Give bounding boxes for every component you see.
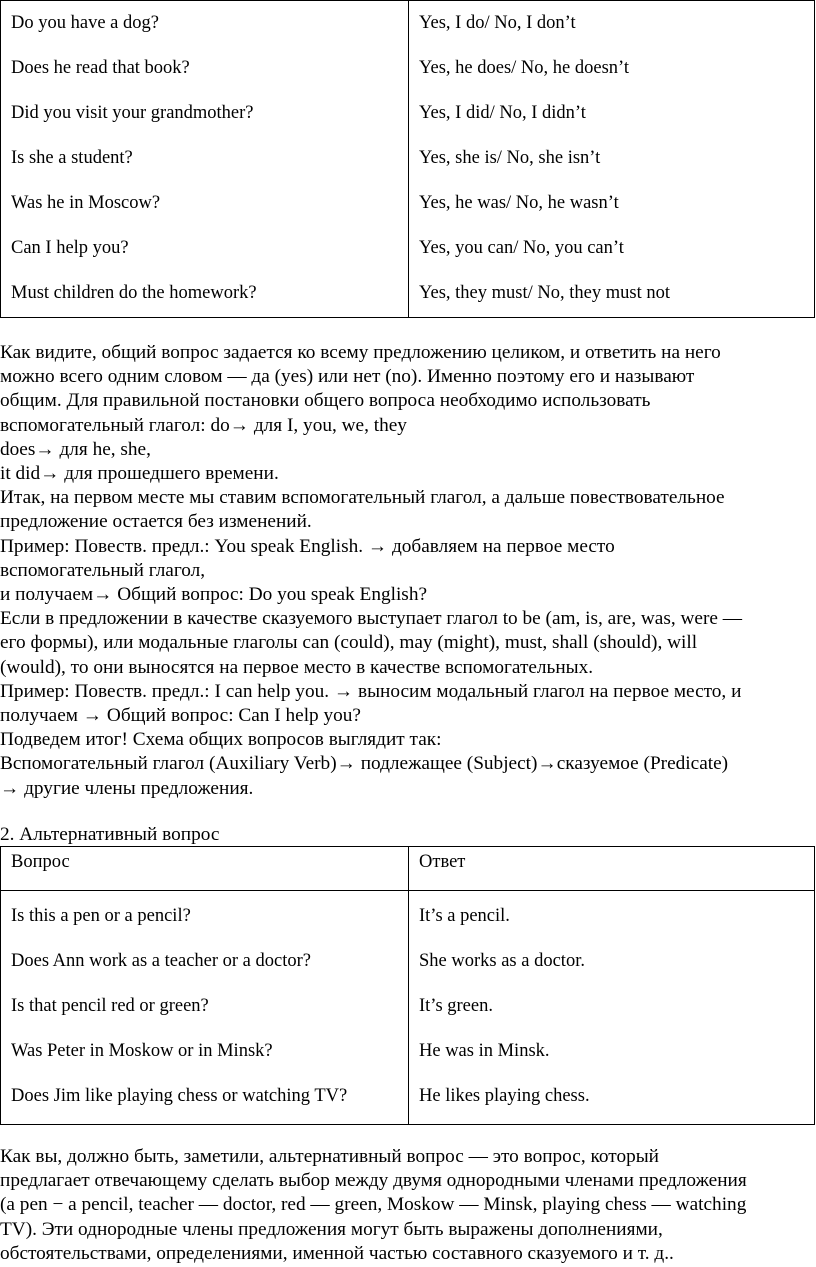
- paragraph-line: предлагает отвечающему сделать выбор между двумя однородными членами предложения: [0, 1170, 747, 1192]
- questions-cell: [1, 1, 409, 318]
- question-text: Is this a pen or a pencil?: [11, 906, 191, 926]
- general-question-explanation: [0, 341, 816, 801]
- paragraph-line: его формы), или модальные глаголы can (could), may (might), must, shall (should), will: [0, 632, 698, 654]
- question-text: Was Peter in Moskow or in Minsk?: [11, 1041, 273, 1061]
- answer-text: Yes, I do/ No, I don’t: [419, 13, 576, 33]
- answer-text: She works as a doctor.: [419, 951, 585, 971]
- question-text: Is that pencil red or green?: [11, 996, 209, 1016]
- answers-cell: [409, 1, 815, 318]
- paragraph-line: получаем → Общий вопрос: Can I help you?: [0, 705, 361, 727]
- paragraph-line: it did→ для прошедшего времени.: [0, 463, 279, 485]
- answer-text: He likes playing chess.: [419, 1086, 590, 1106]
- paragraph-line: (a pen − a pencil, teacher — doctor, red — green, Moskow — Minsk, playing chess — watching: [0, 1194, 747, 1216]
- question-text: Can I help you?: [11, 238, 129, 258]
- paragraph-line: Если в предложении в качестве сказуемого выступает глагол to be (am, is, are, was, were —: [0, 608, 743, 630]
- table-row: [1, 1, 815, 318]
- paragraph-line: → другие члены предложения.: [0, 777, 254, 799]
- question-text: Does he read that book?: [11, 58, 190, 78]
- answer-text: He was in Minsk.: [419, 1041, 550, 1061]
- question-text: Did you visit your grandmother?: [11, 103, 254, 123]
- answer-text: Yes, you can/ No, you can’t: [419, 238, 624, 258]
- paragraph-line: Пример: Повеств. предл.: You speak English. → добавляем на первое место: [0, 535, 615, 557]
- header-question: Вопрос: [1, 847, 409, 891]
- paragraph-line: (would), то они выносятся на первое место в качестве вспомогательных.: [0, 656, 594, 678]
- answer-text: Yes, they must/ No, they must not: [419, 283, 670, 303]
- table-header-row: [1, 847, 815, 891]
- paragraph-line: Как видите, общий вопрос задается ко всему предложению целиком, и ответить на него: [0, 342, 721, 363]
- paragraph-line: обстоятельствами, определениями, именной частью составного сказуемого и т. д..: [0, 1242, 674, 1264]
- paragraph-line: TV). Эти однородные члены предложения могут быть выражены дополнениями,: [0, 1218, 663, 1240]
- question-text: Does Ann work as a teacher or a doctor?: [11, 951, 311, 971]
- heading-text: 2. Альтернативный вопрос: [0, 824, 220, 845]
- paragraph-line: общим. Для правильной постановки общего вопроса необходимо использовать: [0, 390, 651, 412]
- question-text: Must children do the homework?: [11, 283, 257, 303]
- paragraph-line: Как вы, должно быть, заметили, альтернативный вопрос — это вопрос, который: [0, 1146, 659, 1167]
- answer-text: Yes, he was/ No, he wasn’t: [419, 193, 619, 213]
- answer-text: Yes, she is/ No, she isn’t: [419, 148, 601, 168]
- paragraph-line: Подведем итог! Схема общих вопросов выглядит так:: [0, 729, 442, 751]
- paragraph-line: does→ для he, she,: [0, 438, 151, 460]
- table-row: [1, 891, 815, 1125]
- answer-text: It’s a pencil.: [419, 906, 510, 926]
- paragraph-line: вспомогательный глагол,: [0, 559, 206, 581]
- question-text: Is she a student?: [11, 148, 133, 168]
- question-text: Was he in Moscow?: [11, 193, 161, 213]
- questions-cell: [1, 891, 409, 1125]
- answer-text: It’s green.: [419, 996, 493, 1016]
- answer-text: Yes, he does/ No, he doesn’t: [419, 58, 630, 78]
- paragraph-line: Вспомогательный глагол (Auxiliary Verb)→ подлежащее (Subject)→сказуемое (Predicate): [0, 753, 729, 775]
- header-answer: Ответ: [409, 847, 815, 891]
- answer-text: Yes, I did/ No, I didn’t: [419, 103, 586, 123]
- question-text: Do you have a dog?: [11, 13, 159, 33]
- paragraph-line: и получаем→ Общий вопрос: Do you speak English?: [0, 584, 428, 606]
- paragraph-line: предложение остается без изменений.: [0, 511, 312, 533]
- general-questions-table: [0, 0, 815, 318]
- paragraph-line: можно всего одним словом — да (yes) или нет (no). Именно поэтому его и называют: [0, 366, 695, 388]
- alternative-questions-table: [0, 846, 815, 1125]
- answers-cell: [409, 891, 815, 1125]
- question-text: Does Jim like playing chess or watching TV?: [11, 1086, 348, 1106]
- section-heading: [0, 823, 816, 847]
- alternative-question-explanation: [0, 1145, 816, 1266]
- paragraph-line: Пример: Повеств. предл.: I can help you. → выносим модальный глагол на первое место, и: [0, 680, 742, 702]
- paragraph-line: вспомогательный глагол: do→ для I, you, we, they: [0, 414, 407, 436]
- paragraph-line: Итак, на первом месте мы ставим вспомогательный глагол, а дальше повествовательное: [0, 487, 725, 509]
